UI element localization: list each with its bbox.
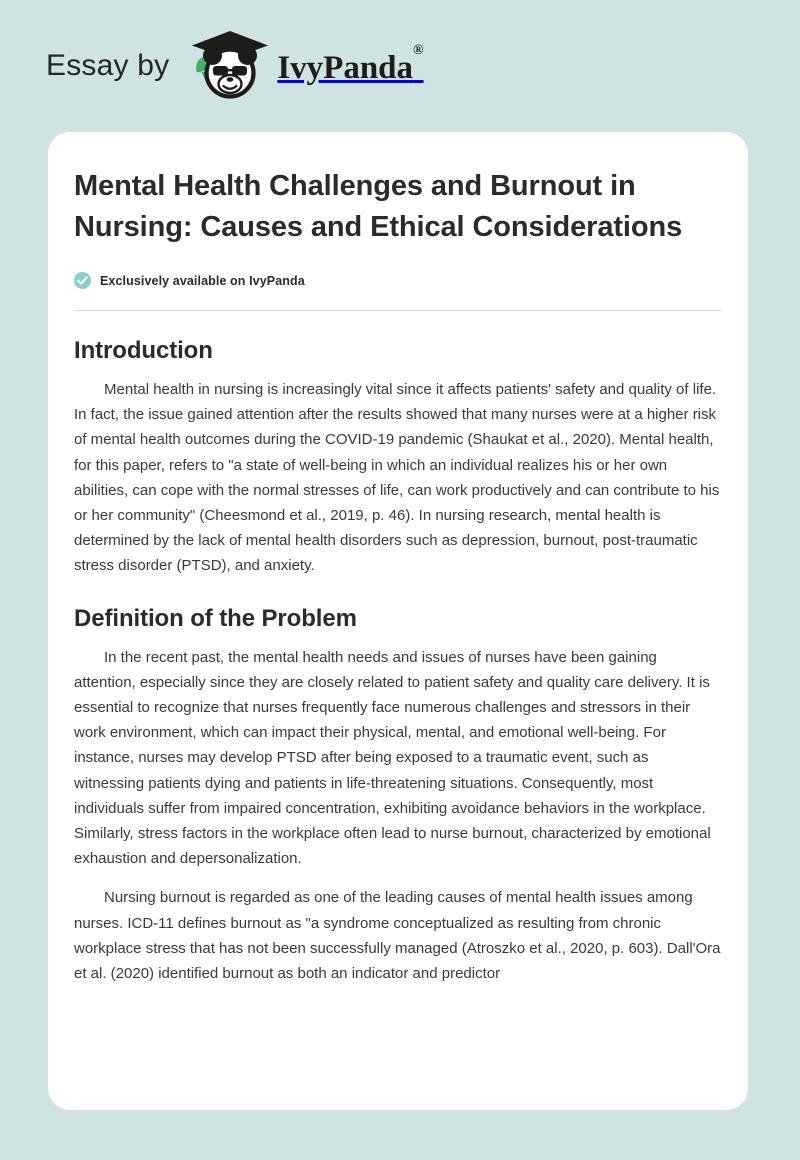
brand-header: [0, 0, 800, 132]
body-paragraph: In the recent past, the mental health needs and issues of nurses have been gaining attention, especially since they are closely related to patient safety and quality care delivery. It is essential to recognize that nurses frequently face numerous challenges and stressors in their work environment, which can impact their physical, mental, and emotional well-being. For instance, nurses may develop PTSD after being exposed to a traumatic event, such as witnessing patients dying and patients in life-threatening situations. Consequently, most individuals suffer from impaired concentration, exhibiting avoidance behaviors in the workplace. Similarly, stress factors in the workplace often lead to nurse burnout, characterized by emotional exhaustion and depersonalization.: [74, 648, 711, 868]
body-paragraph: Nursing burnout is regarded as one of the leading causes of mental health issues among nurses. ICD-11 defines burnout as "a syndrome conceptualized as resulting from chronic workplace stress that has not been successfully managed (Atroszko et al., 2020, p. 603). Dall'Ora et al. (2020) identified burnout as both an indicator and predictor: [74, 889, 721, 983]
essay-card: [48, 132, 748, 1110]
panda-graduation-cap-icon: [187, 28, 273, 100]
section-introduction: [74, 337, 722, 579]
essay-by-label: Essay by: [46, 49, 170, 82]
ivypanda-wordmark: [277, 42, 424, 86]
section-definition-of-the-problem: [74, 605, 722, 987]
status-badge-label: Exclusively available on IvyPanda: [100, 273, 305, 288]
check-circle-icon: [74, 272, 91, 289]
section-heading: Definition of the Problem: [74, 604, 357, 632]
status-badge: [74, 272, 722, 289]
page-title: Mental Health Challenges and Burnout in Nursing: Causes and Ethical Considerations: [74, 170, 683, 243]
registered-trademark-symbol: ®: [413, 42, 424, 58]
essay-card-content: [48, 132, 748, 986]
body-paragraph: Mental health in nursing is increasingly vital since it affects patients' safety and quality of life. In fact, the issue gained attention after the results showed that many nurses were at a higher risk of mental health outcomes during the COVID-19 pandemic (Shaukat et al., 2020). Mental health, for this paper, refers to "a state of well-being in which an individual realizes his or her own abilities, can cope with the normal stresses of life, can work productively and can contribute to his or her community" (Cheesmond et al., 2019, p. 46). In nursing research, mental health is determined by the lack of mental health disorders such as depression, burnout, post-traumatic stress disorder (PTSD), and anxiety.: [74, 381, 720, 575]
section-heading: Introduction: [74, 337, 213, 364]
ivypanda-logo-link[interactable]: [187, 30, 423, 102]
header-divider: [74, 310, 722, 311]
wordmark-text: IvyPanda: [277, 49, 414, 86]
